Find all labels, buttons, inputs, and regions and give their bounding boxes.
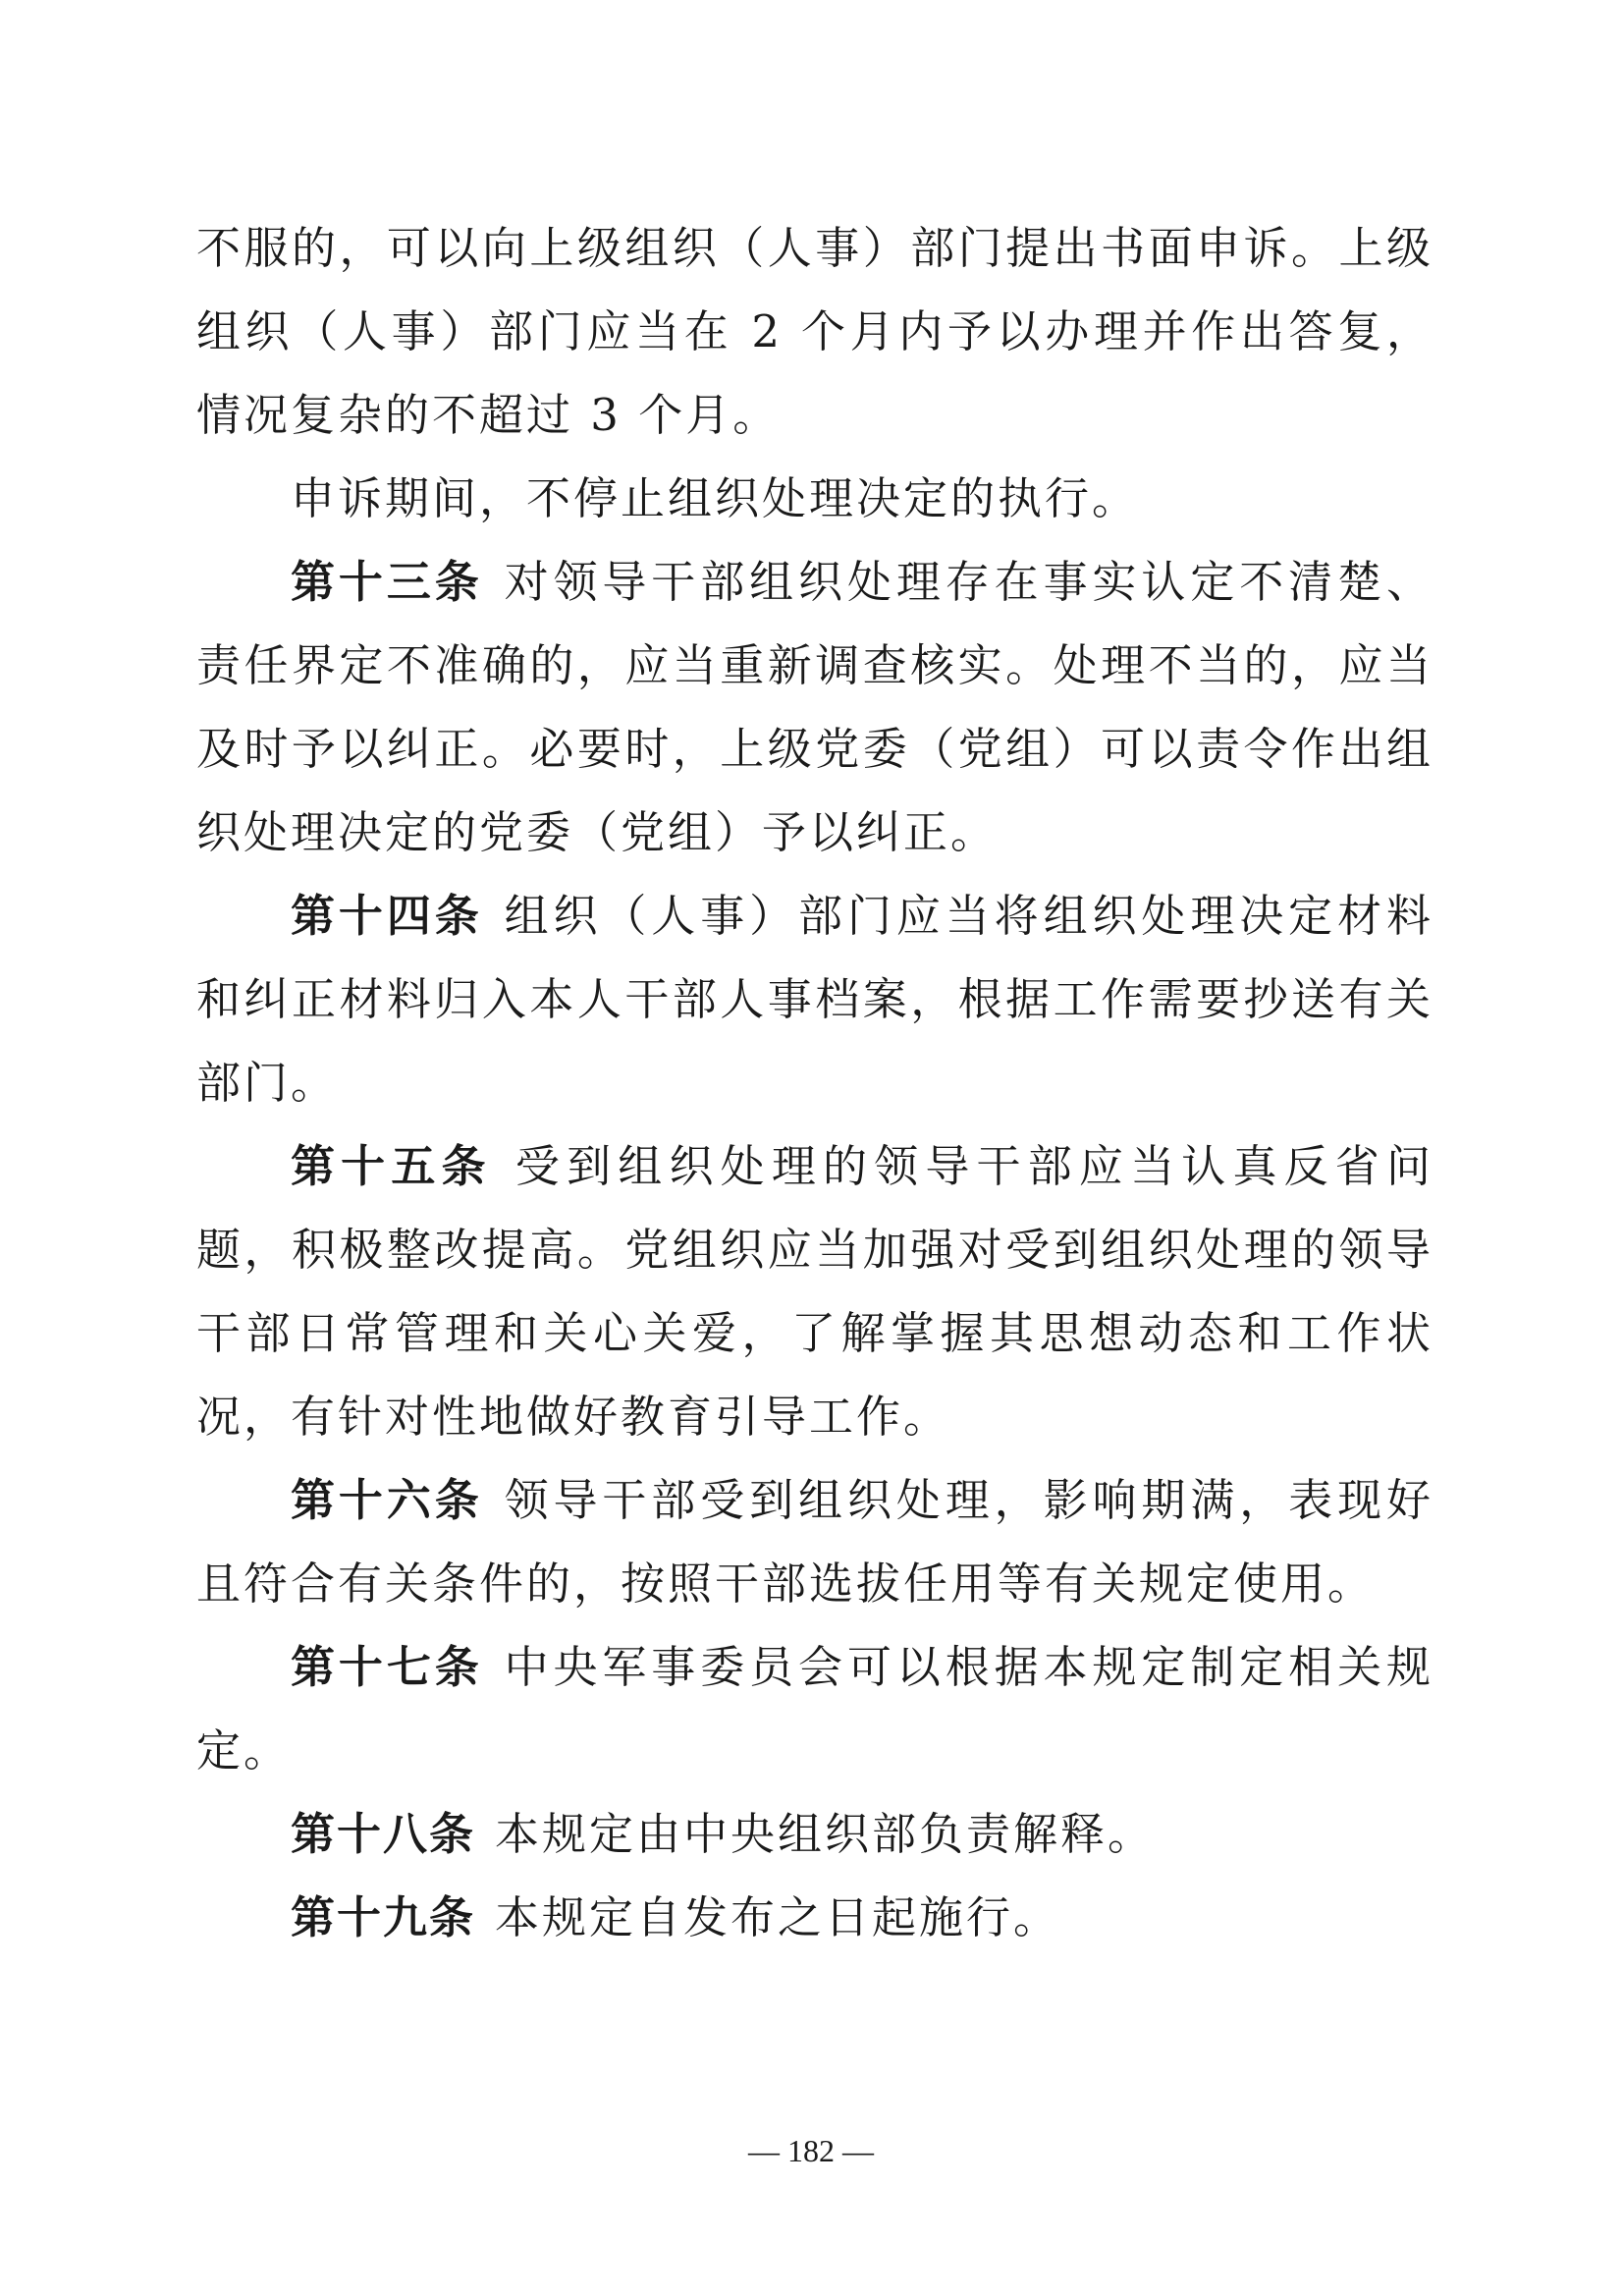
article-text: 本规定由中央组织部负责解释。 [495,1808,1156,1860]
article-heading: 第十八条 [291,1808,476,1860]
document-body [196,206,1433,1959]
article-text: 组织（人事）部门应当将组织处理决定材料和纠正材料归入本人干部人事档案，根据工作需要抄送有关部门。 [196,890,1433,1109]
article-text: 受到组织处理的领导干部应当认真反省问题，积极整改提高。党组织应当加强对受到组织处理的领导干部日常管理和关心关爱，了解掌握其思想动态和工作状况，有针对性地做好教育引导工作。 [196,1140,1433,1443]
article-15 [196,1124,1433,1458]
article-17 [196,1625,1433,1792]
article-text: 对领导干部组织处理存在事实认定不清楚、责任界定不准确的，应当重新调查核实。处理不当的，应当及时予以纠正。必要时，上级党委（党组）可以责令作出组织处理决定的党委（党组）予以纠正。 [196,556,1433,858]
article-13 [196,540,1433,874]
article-heading: 第十六条 [291,1474,483,1526]
paragraph-text: 不服的，可以向上级组织（人事）部门提出书面申诉。上级组织（人事）部门应当在 2 个月内予以办理并作出答复，情况复杂的不超过 3 个月。 [196,222,1433,441]
article-heading: 第十九条 [291,1891,476,1943]
article-heading: 第十四条 [291,890,483,942]
article-heading: 第十三条 [291,556,483,608]
paragraph-appeal-period [196,457,1433,540]
page-number: — 182 — [748,2133,874,2168]
article-19 [196,1876,1433,1959]
article-text: 本规定自发布之日起施行。 [495,1891,1061,1943]
article-16 [196,1458,1433,1625]
article-heading: 第十五条 [291,1140,492,1192]
article-14 [196,874,1433,1124]
paragraph-appeal-continuation [196,206,1433,457]
article-text: 中央军事委员会可以根据本规定制定相关规定。 [196,1641,1433,1777]
article-text: 领导干部受到组织处理，影响期满，表现好且符合有关条件的，按照干部选拔任用等有关规定使用。 [196,1474,1433,1610]
paragraph-text: 申诉期间，不停止组织处理决定的执行。 [291,472,1140,524]
article-heading: 第十七条 [291,1641,483,1693]
article-18 [196,1792,1433,1876]
